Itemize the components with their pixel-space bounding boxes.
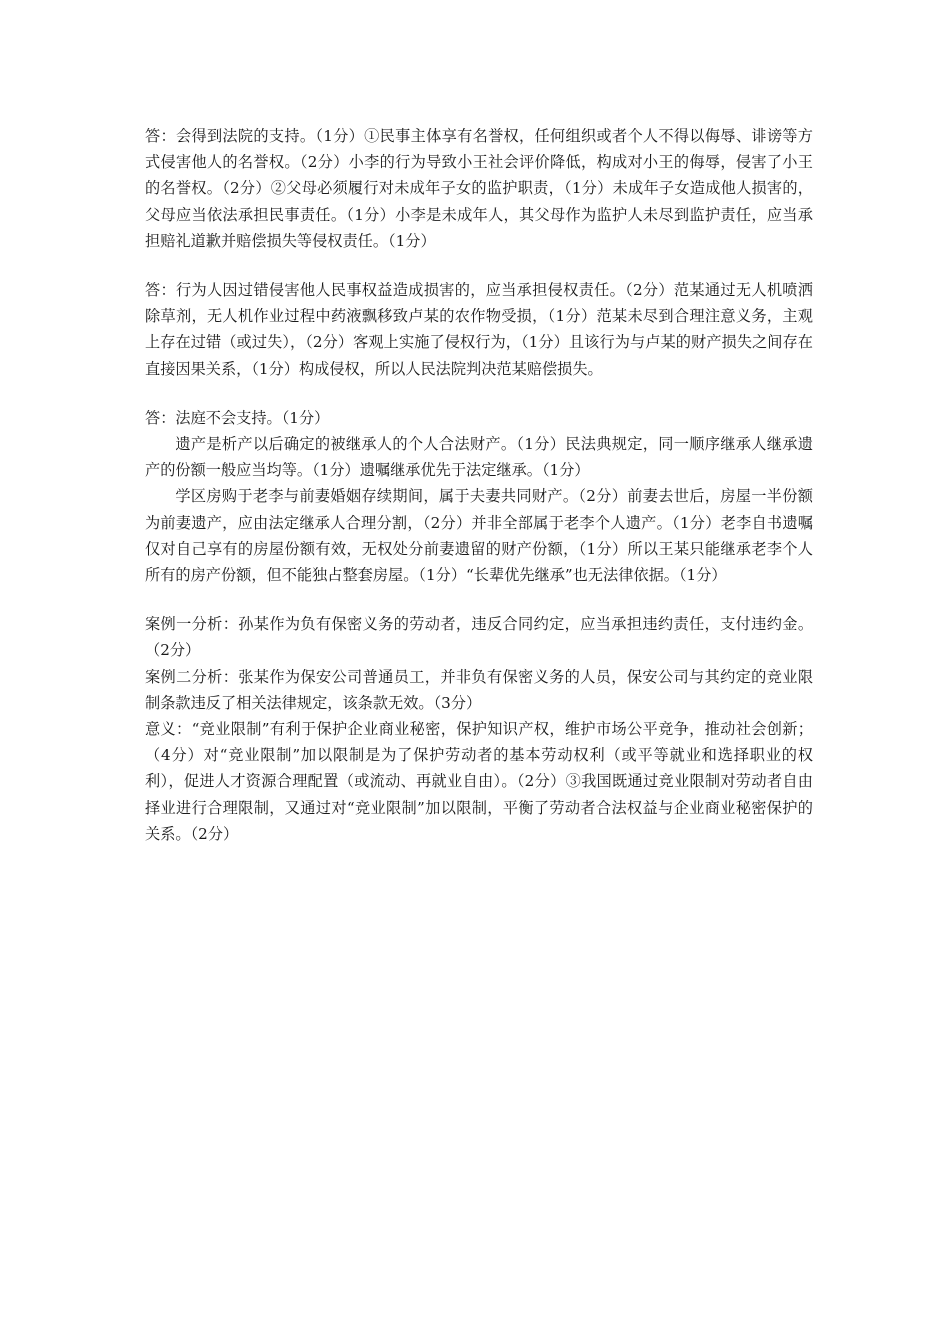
answer-block-4 <box>145 611 813 847</box>
answer-paragraph: 遗产是析产以后确定的被继承人的个人合法财产。（1分）民法典规定，同一顺序继承人继承遗产的份额一般应当均等。（1分）遗嘱继承优先于法定继承。（1分） <box>145 435 813 480</box>
case-one-analysis: 案例一分析：孙某作为负有保密义务的劳动者，违反合同约定，应当承担违约责任，支付违约金。（2分） <box>145 615 813 660</box>
answer-document <box>145 123 813 870</box>
answer-paragraph: 学区房购于老李与前妻婚姻存续期间，属于夫妻共同财产。（2分）前妻去世后，房屋一半份额为前妻遗产，应由法定继承人合理分割，（2分）并非全部属于老李个人遗产。（1分）老李自书遗嘱仅对自己享有的房屋份额有效，无权处分前妻遗留的财产份额，（1分）所以王某只能继承老李个人所有的房产份额，但不能独占整套房屋。（1分）“长辈优先继承”也无法律依据。（1分） <box>145 487 813 585</box>
answer-block-2 <box>145 277 813 382</box>
significance-paragraph: 意义：“竞业限制”有利于保护企业商业秘密，保护知识产权，维护市场公平竞争，推动社会创新；（4分）对“竞业限制”加以限制是为了保护劳动者的基本劳动权利（或平等就业和选择职业的权利），促进人才资源合理配置（或流动、再就业自由）。（2分）③我国既通过竞业限制对劳动者自由择业进行合理限制，又通过对“竞业限制”加以限制，平衡了劳动者合法权益与企业商业秘密保护的关系。（2分） <box>145 720 813 843</box>
answer-paragraph: 答：会得到法院的支持。（1分）①民事主体享有名誉权，任何组织或者个人不得以侮辱、诽谤等方式侵害他人的名誉权。（2分）小李的行为导致小王社会评价降低，构成对小王的侮辱，侵害了小王的名誉权。（2分）②父母必须履行对未成年子女的监护职责，（1分）未成年子女造成他人损害的，父母应当依法承担民事责任。（1分）小李是未成年人，其父母作为监护人未尽到监护责任，应当承担赔礼道歉并赔偿损失等侵权责任。（1分） <box>145 127 813 250</box>
answer-paragraph: 答：法庭不会支持。（1分） <box>145 408 330 427</box>
answer-paragraph: 答：行为人因过错侵害他人民事权益造成损害的，应当承担侵权责任。（2分）范某通过无人机喷洒除草剂，无人机作业过程中药液飘移致卢某的农作物受损，（1分）范某未尽到合理注意义务，主观上存在过错（或过失），（2分）客观上实施了侵权行为，（1分）且该行为与卢某的财产损失之间存在直接因果关系，（1分）构成侵权，所以人民法院判决范某赔偿损失。 <box>145 281 813 378</box>
case-two-analysis: 案例二分析：张某作为保安公司普通员工，并非负有保密义务的人员，保安公司与其约定的竞业限制条款违反了相关法律规定，该条款无效。（3分） <box>145 667 813 712</box>
answer-block-3 <box>145 405 813 588</box>
answer-block-1 <box>145 123 813 254</box>
